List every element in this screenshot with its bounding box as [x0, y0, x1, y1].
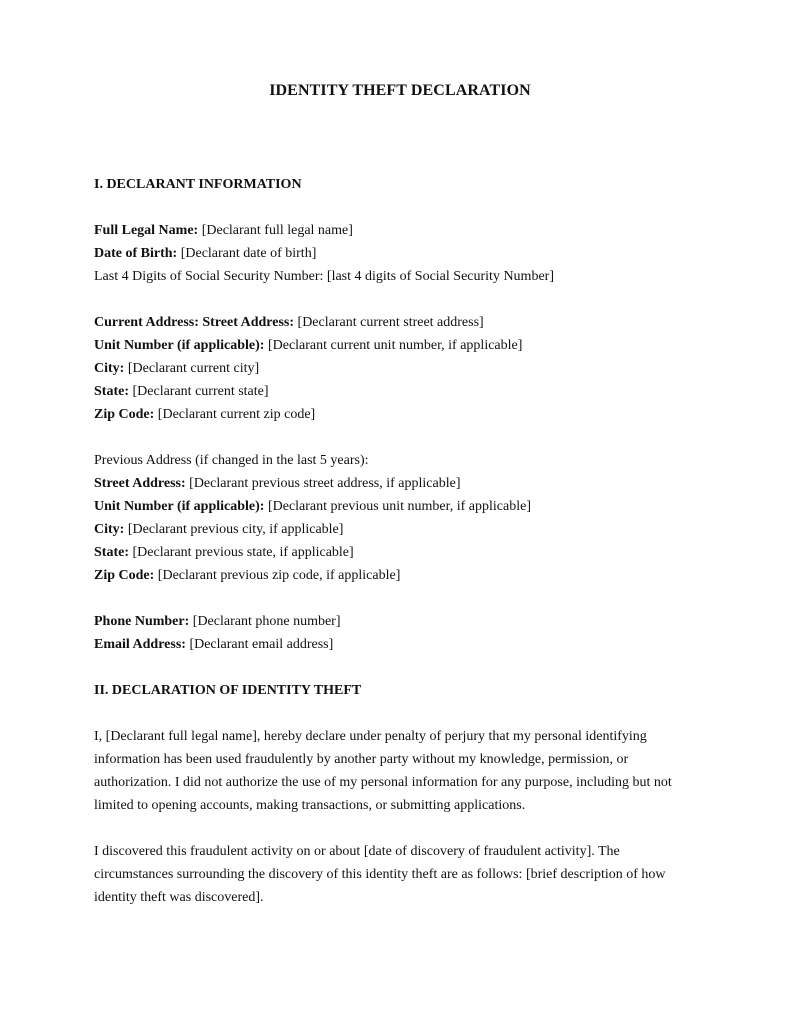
previous-city-line	[94, 518, 714, 541]
section-heading-declarant-information: I. DECLARANT INFORMATION	[94, 177, 302, 192]
field-value: [Declarant phone number]	[189, 614, 341, 629]
declaration-paragraph	[94, 725, 714, 817]
field-label: City:	[94, 522, 125, 537]
field-label: Unit Number (if applicable):	[94, 499, 265, 514]
current-zip-code-line	[94, 403, 714, 426]
phone-number-line	[94, 610, 714, 633]
field-value: [Declarant previous zip code, if applicable]	[154, 568, 401, 583]
ssn-line: Last 4 Digits of Social Security Number: [last 4 digits of Social Security Number]	[94, 269, 554, 284]
current-street-address-line	[94, 311, 714, 334]
paragraph-line: identity theft was discovered].	[94, 890, 264, 905]
paragraph-line: authorization. I did not authorize the use of my personal information for any purpose, including but not	[94, 775, 672, 790]
field-value: [Declarant previous city, if applicable]	[124, 522, 344, 537]
field-label: Full Legal Name:	[94, 223, 199, 238]
current-city-line	[94, 357, 714, 380]
field-value: [Declarant current zip code]	[154, 407, 316, 422]
field-label: Unit Number (if applicable):	[94, 338, 265, 353]
date-of-birth-line	[94, 242, 714, 265]
paragraph-line: I, [Declarant full legal name], hereby declare under penalty of perjury that my personal identifying	[94, 729, 647, 744]
document-body	[94, 173, 714, 909]
field-label: State:	[94, 545, 129, 560]
field-value: [Declarant current street address]	[294, 315, 484, 330]
field-value: [Declarant current unit number, if applicable]	[264, 338, 523, 353]
previous-state-line	[94, 541, 714, 564]
field-value: [Declarant previous state, if applicable]	[129, 545, 354, 560]
field-label: Street Address:	[94, 476, 186, 491]
email-address-line	[94, 633, 714, 656]
paragraph-line: information has been used fraudulently by another party without my knowledge, permission, or	[94, 752, 629, 767]
field-value: [Declarant full legal name]	[198, 223, 353, 238]
current-unit-number-line	[94, 334, 714, 357]
paragraph-line: limited to opening accounts, making transactions, or submitting applications.	[94, 798, 526, 813]
field-value: [Declarant date of birth]	[177, 246, 317, 261]
field-label: Date of Birth:	[94, 246, 178, 261]
field-value: [Declarant previous unit number, if applicable]	[264, 499, 531, 514]
previous-unit-number-line	[94, 495, 714, 518]
previous-address-intro: Previous Address (if changed in the last 5 years):	[94, 453, 369, 468]
field-value: [Declarant email address]	[185, 637, 334, 652]
full-legal-name-line	[94, 219, 714, 242]
field-label: Email Address:	[94, 637, 186, 652]
field-value: [Declarant current city]	[124, 361, 260, 376]
paragraph-line: I discovered this fraudulent activity on or about [date of discovery of fraudulent activity]. The	[94, 844, 620, 859]
current-state-line	[94, 380, 714, 403]
document-title: IDENTITY THEFT DECLARATION	[269, 82, 531, 99]
field-label: Zip Code:	[94, 568, 155, 583]
field-label: Current Address: Street Address:	[94, 315, 295, 330]
paragraph-line: circumstances surrounding the discovery of this identity theft are as follows: [brief description of how	[94, 867, 666, 882]
field-label: State:	[94, 384, 129, 399]
previous-street-address-line	[94, 472, 714, 495]
field-value: [Declarant previous street address, if applicable]	[185, 476, 461, 491]
section-heading-declaration-of-identity-theft: II. DECLARATION OF IDENTITY THEFT	[94, 683, 362, 698]
previous-zip-code-line	[94, 564, 714, 587]
field-label: Phone Number:	[94, 614, 190, 629]
field-value: [Declarant current state]	[129, 384, 269, 399]
field-label: City:	[94, 361, 125, 376]
field-label: Zip Code:	[94, 407, 155, 422]
discovery-paragraph	[94, 840, 714, 909]
